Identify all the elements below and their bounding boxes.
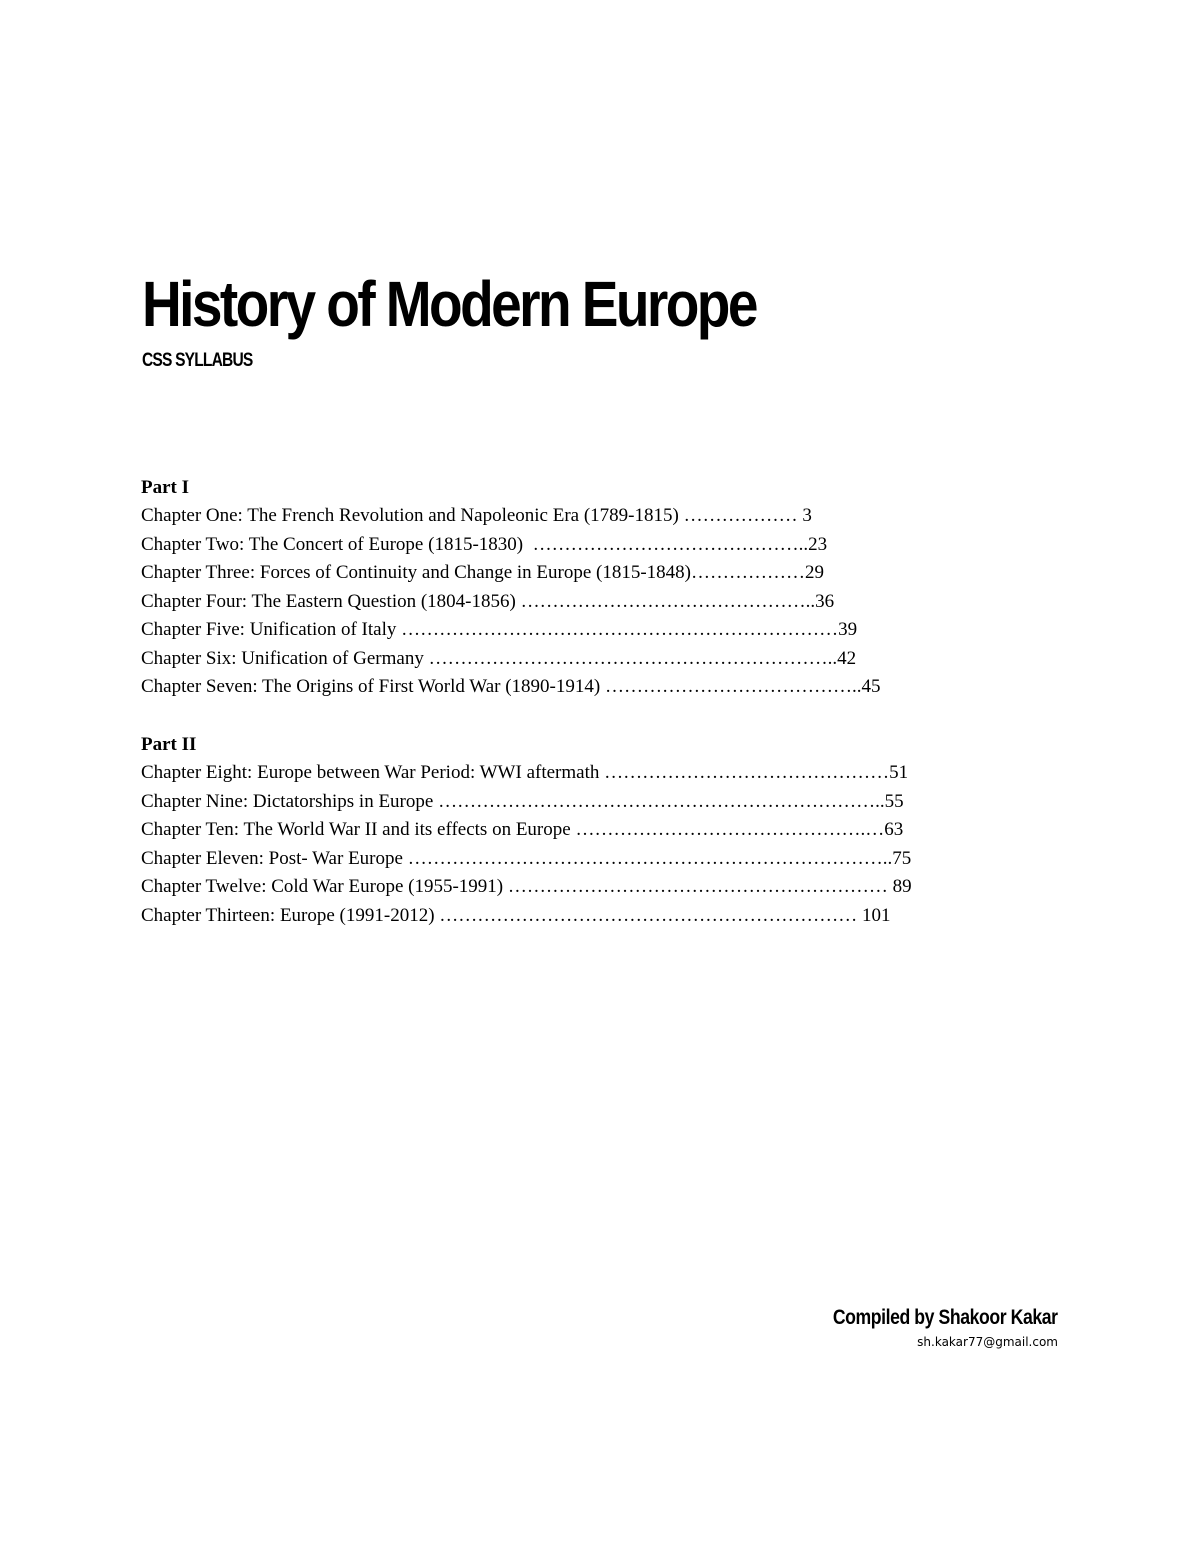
chapter-title: Chapter Two: The Concert of Europe (1815-1830): [141, 533, 524, 555]
chapter-title: Chapter Eight: Europe between War Period: WWI aftermath: [141, 762, 600, 783]
dot-leader: ……………………………………….…: [570, 819, 885, 840]
document-title: History of Modern Europe: [142, 268, 756, 340]
page-number: 75: [892, 847, 912, 869]
toc-entry: [141, 559, 880, 588]
dot-leader: ………………………………………: [599, 762, 890, 783]
dot-leader: ……………………………………………………………: [396, 619, 839, 640]
dot-leader: ………………: [691, 562, 805, 583]
toc-entry: [141, 788, 912, 817]
dot-leader: ……………………………………………………………..: [433, 790, 885, 812]
toc-entry: [141, 873, 912, 902]
chapter-title: Chapter Five: Unification of Italy: [141, 619, 397, 640]
toc-entry: [141, 502, 880, 531]
toc-entry: [141, 902, 912, 931]
page-number: 42: [837, 647, 857, 669]
page-number: 3: [802, 505, 812, 526]
dot-leader: ………………………………………..: [515, 590, 816, 612]
toc-entry: [141, 759, 912, 788]
document-subtitle: CSS SYLLABUS: [142, 350, 253, 371]
toc-entry: [141, 531, 880, 560]
chapter-title: Chapter One: The French Revolution and Napoleonic Era (1789-1815): [141, 505, 679, 526]
page-number: 55: [884, 790, 904, 812]
toc-entry: [141, 645, 880, 674]
part-heading: Part II: [141, 734, 197, 755]
credit-block: [790, 1305, 1058, 1351]
page-number: 63: [884, 819, 904, 840]
chapter-title: Chapter Twelve: Cold War Europe (1955-1991): [141, 876, 504, 897]
chapter-title: Chapter Three: Forces of Continuity and Change in Europe (1815-1848): [141, 562, 691, 583]
page-number: 45: [861, 676, 881, 697]
dot-leader: ………………………………………………………..: [423, 647, 838, 669]
toc-entry: [141, 845, 912, 874]
compiler-name: Compiled by Shakoor Kakar: [833, 1306, 1058, 1329]
toc-part-2: [141, 733, 912, 930]
dot-leader: ……………………………………..: [523, 533, 809, 555]
dot-leader: …………………………………………………………: [434, 904, 863, 926]
page-number: 89: [892, 876, 912, 897]
dot-leader: …………………………………………………………………..: [402, 847, 893, 869]
page-number: 23: [808, 533, 828, 555]
toc-entry: [141, 673, 880, 702]
compiler-email: sh.kakar77@gmail.com: [917, 1335, 1058, 1349]
chapter-title: Chapter Nine: Dictatorships in Europe: [141, 790, 434, 812]
page-number: 51: [889, 762, 909, 783]
toc-part-1: [141, 476, 880, 702]
dot-leader: ………………: [678, 505, 803, 526]
chapter-title: Chapter Seven: The Origins of First World War (1890-1914): [141, 676, 601, 697]
dot-leader: ……………………………………………………: [503, 876, 893, 897]
chapter-title: Chapter Four: The Eastern Question (1804-1856): [141, 590, 516, 612]
chapter-title: Chapter Thirteen: Europe (1991-2012): [141, 904, 435, 926]
chapter-title: Chapter Eleven: Post- War Europe: [141, 847, 403, 869]
page-number: 39: [838, 619, 858, 640]
dot-leader: …………………………………..: [600, 676, 862, 697]
page-number: 36: [815, 590, 835, 612]
part-heading: Part I: [141, 477, 190, 498]
page-number: 101: [862, 904, 891, 926]
chapter-title: Chapter Six: Unification of Germany: [141, 647, 424, 669]
toc-entry: [141, 588, 880, 617]
page-number: 29: [805, 562, 824, 583]
toc-entry: [141, 816, 912, 845]
toc-entry: [141, 616, 880, 645]
chapter-title: Chapter Ten: The World War II and its effects on Europe: [141, 819, 571, 840]
